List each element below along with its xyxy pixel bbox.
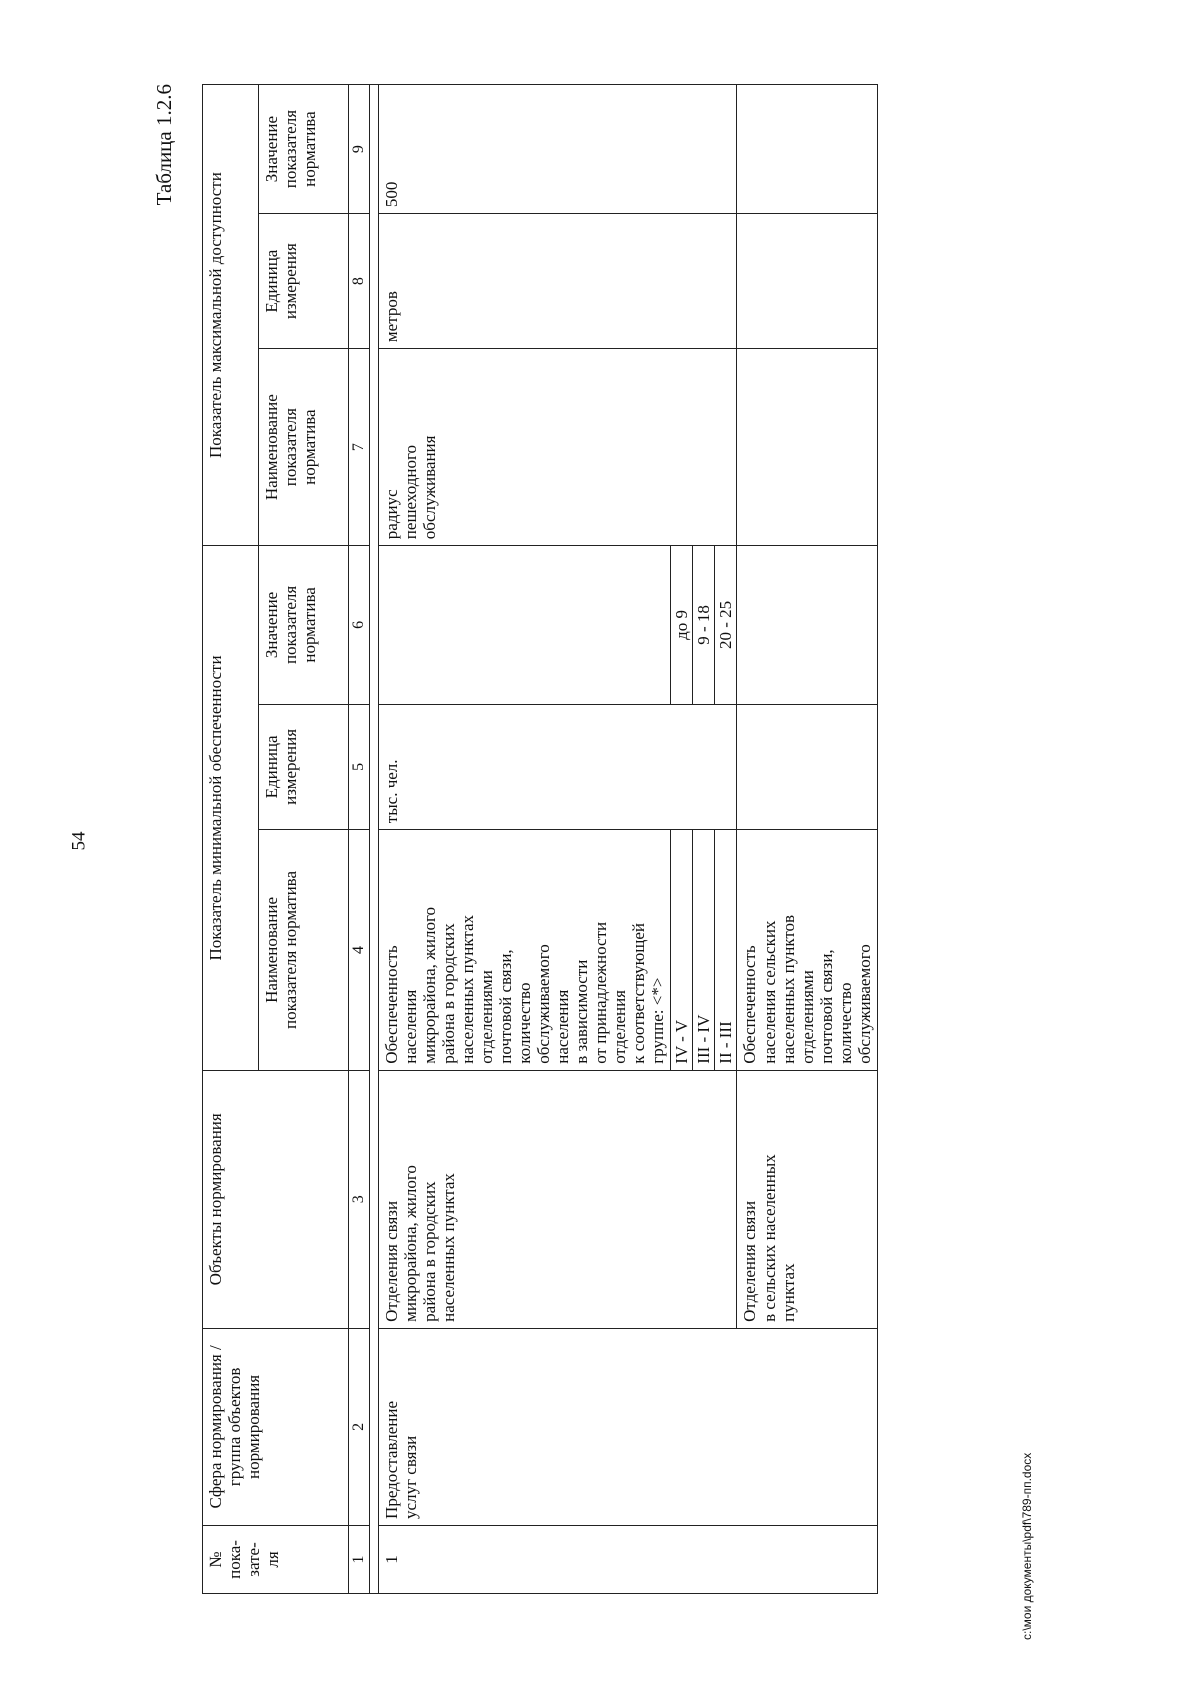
- table-caption: Таблица 1.2.6: [152, 84, 176, 206]
- row-indicator-rural: Обеспеченность населения сельских населенных пунктов отделениями почтовой связи, количество обслуживаемого: [737, 830, 877, 1071]
- column-number: 6: [349, 546, 370, 704]
- rotated-table-page: [152, 84, 1027, 1594]
- row-value-blank: [378, 546, 670, 704]
- column-number: 8: [349, 214, 370, 349]
- row-object-rural: Отделения связи в сельских населенных пунктах: [737, 1070, 877, 1328]
- footer-file-path: c:\мои документы\pdf\789-пп.docx: [1020, 1452, 1034, 1640]
- header-objects: Объекты нормирования: [203, 1070, 349, 1328]
- row-indicator-urban: Обеспеченность населения микрорайона, жилого района в городских населенных пунктах отделениями почтовой связи, количество обслуживаемого населения в зависимости от принадлежности отделения к соответствующей группе: <*>: [378, 830, 670, 1071]
- group-label: IV - V: [671, 830, 693, 1071]
- group-label: II - III: [715, 830, 737, 1071]
- header-min-value: Значение показателя норматива: [259, 546, 349, 704]
- group-value: до 9: [671, 546, 693, 704]
- column-number: 2: [349, 1328, 370, 1525]
- column-number-row: [349, 85, 370, 1594]
- group-value: 20 - 25: [715, 546, 737, 704]
- header-max-group: Показатель максимальной доступности: [203, 85, 259, 546]
- header-min-group: Показатель минимальной обеспеченности: [203, 546, 259, 1071]
- header-sphere: Сфера нормирования / группа объектов нормирования: [203, 1328, 349, 1525]
- column-number: 1: [349, 1525, 370, 1593]
- header-min-name: Наименование показателя норматива: [259, 830, 349, 1071]
- column-number: 4: [349, 830, 370, 1071]
- group-label: III - IV: [693, 830, 715, 1071]
- row-unit-urban: тыс. чел.: [378, 704, 737, 830]
- row-object-urban: Отделения связи микрорайона, жилого района в городских населенных пунктах: [378, 1070, 737, 1328]
- table-row: [378, 85, 670, 1594]
- header-num: № пока- зате- ля: [203, 1525, 349, 1593]
- header-max-unit: Единица измерения: [259, 214, 349, 349]
- row-sphere: Предоставление услуг связи: [378, 1328, 877, 1525]
- row-cell-empty: [737, 85, 877, 214]
- column-number: 7: [349, 349, 370, 546]
- row-num: 1: [378, 1525, 877, 1593]
- column-number: 3: [349, 1070, 370, 1328]
- row-cell-empty: [737, 704, 877, 830]
- row-cell-empty: [737, 349, 877, 546]
- page-number: 54: [68, 831, 90, 851]
- header-min-unit: Единица измерения: [259, 704, 349, 830]
- row-max-unit: метров: [378, 214, 737, 349]
- header-max-value: Значение показателя норматива: [259, 85, 349, 214]
- header-max-name: Наименование показателя норматива: [259, 349, 349, 546]
- row-max-value: 500: [378, 85, 737, 214]
- row-cell-empty: [737, 214, 877, 349]
- header-separator: [369, 85, 378, 1594]
- column-number: 9: [349, 85, 370, 214]
- norms-table: [202, 84, 878, 1594]
- group-value: 9 - 18: [693, 546, 715, 704]
- row-max-name: радиус пешеходного обслуживания: [378, 349, 737, 546]
- row-cell-empty: [737, 546, 877, 704]
- column-number: 5: [349, 704, 370, 830]
